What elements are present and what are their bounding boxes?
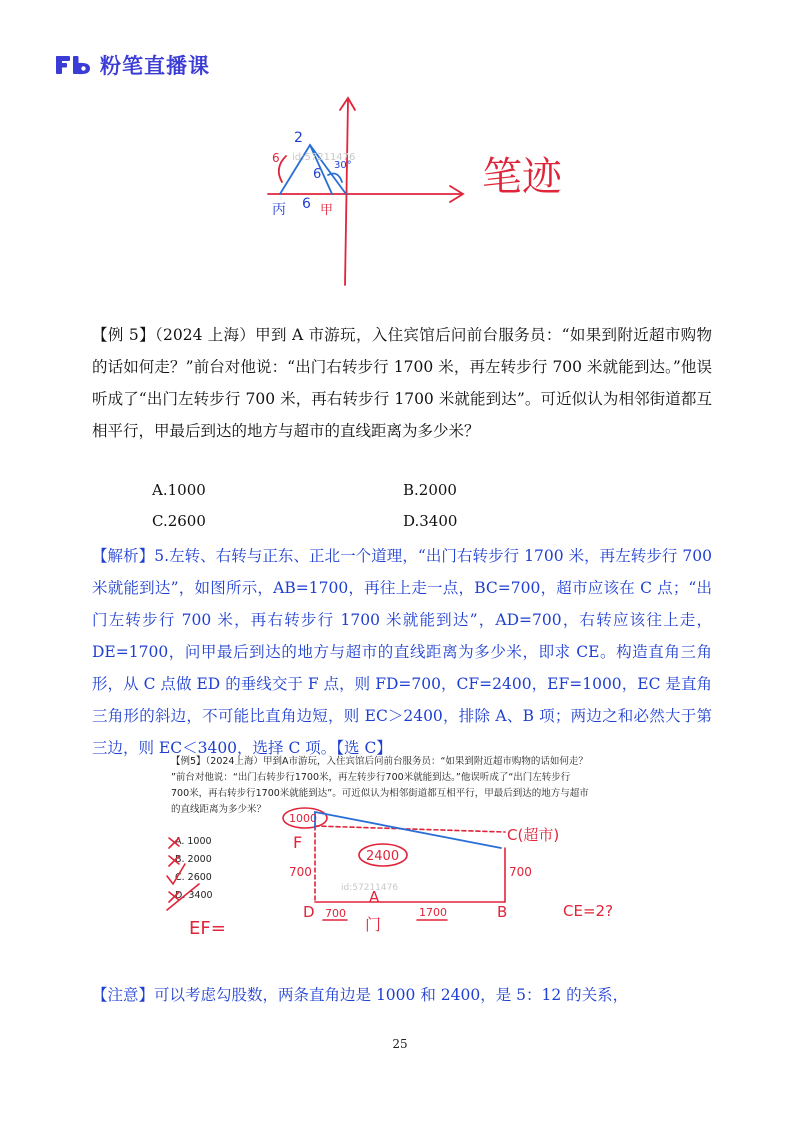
label-bottom-1700: 1700: [419, 906, 447, 919]
figure-watermark-2: id:57211476: [341, 883, 399, 893]
label-door: 门: [365, 915, 382, 934]
label-c-supermarket: C(超市): [507, 826, 560, 844]
option-b: B.2000: [403, 481, 457, 499]
label-d: D: [303, 903, 315, 921]
screenshot-option-d: D. 3400: [175, 890, 213, 901]
screenshot-option-a: A. 1000: [175, 836, 212, 847]
blue-line-ec: [315, 812, 501, 848]
brand-logo: [56, 50, 210, 80]
label-ce-note: CE=2?: [563, 902, 614, 920]
question-paragraph: [92, 319, 712, 447]
figure-watermark: id:57211476: [292, 152, 356, 163]
label-right-700: 700: [509, 865, 532, 879]
option-c: C.2600: [152, 512, 206, 530]
label-top-1000: 1000: [289, 812, 317, 825]
page-number: 25: [392, 1037, 408, 1051]
label-angle-small: 30°: [334, 160, 352, 171]
label-angle-top: 2: [294, 130, 303, 146]
label-left-scribble: EF=: [189, 918, 226, 939]
label-origin-jia: 甲: [320, 203, 334, 218]
label-bottom-six: 6: [302, 196, 311, 212]
bottom-annotated-figure: [165, 752, 660, 947]
screenshot-line-4: 的直线距离为多少米？: [171, 804, 267, 815]
analysis-tag: 【解析】: [92, 547, 155, 565]
label-angle-six: 6: [313, 167, 322, 182]
screenshot-option-b: B. 2000: [175, 854, 212, 865]
question-tag: 【例 5】: [92, 326, 155, 344]
label-a: A: [369, 888, 380, 906]
brand-name: 粉笔直播课: [100, 54, 210, 78]
analysis-text: 5.左转、右转与正东、正北一个道理，“出门右转步行 1700 米，再左转步行 700 米就能到达”，如图所示，AB=1700，再往上走一点，BC=700，超市应该在 C 点；“出门左转步行 700 米，再右转步行 1700 米就能到达”，AD=700，右转应该往上走，DE=1700，问甲最后到达的地方与超市的直线距离为多少米，即求 CE。构造直角三角形，从 C 点做 ED 的垂线交于 F 点，则 FD=700，CF=2400，EF=1000，EC 是直角三角形的斜边，不可能比直角边短，则 EC＞2400，排除 A、B 项；两边之和必然大于第三边，则 EC＜3400，选择 C 项。: [92, 547, 712, 757]
screenshot-line-3: 700米，再右转步行1700米就能到达”。可近似认为相邻街道都互相平行，甲最后到达的地方与超市: [171, 788, 589, 799]
screenshot-line-2: ”前台对他说：“出门右转步行1700米，再左转步行700米就能到达。”他误听成了“出门左转步行: [171, 772, 571, 783]
screenshot-option-c: C. 2600: [175, 872, 212, 883]
note-text: 可以考虑勾股数，两条直角边是 1000 和 2400，是 5：12 的关系，: [154, 986, 629, 1004]
note-paragraph: [92, 979, 712, 1011]
answer-tag: 【选 C】: [336, 739, 392, 757]
analysis-paragraph: [92, 540, 712, 764]
label-f: F: [293, 833, 303, 852]
label-b: B: [497, 903, 508, 921]
label-bottom-700: 700: [325, 907, 346, 920]
top-handwritten-figure: [250, 90, 580, 290]
option-d: D.3400: [403, 512, 458, 530]
note-tag: 【注意】: [92, 986, 155, 1004]
label-side-left: 6: [272, 151, 280, 165]
label-vertex-bing: 丙: [272, 202, 286, 218]
handwritten-word: 笔迹: [482, 154, 562, 200]
question-text: （2024 上海）甲到 A 市游玩，入住宾馆后问前台服务员：“如果到附近超市购物的话如何走？”前台对他说：“出门右转步行 1700 米，再左转步行 700 米就能到达。”他误听成了“出门左转步行 700 米，再右转步行 1700 米就能到达”。可近似认为相邻街道都互相平行，甲最后到达的地方与超市的直线距离为多少米？: [92, 326, 712, 440]
red-arc: [279, 156, 286, 182]
label-middle-2400: 2400: [366, 849, 400, 864]
label-left-700: 700: [289, 865, 312, 879]
option-a: A.1000: [152, 481, 206, 499]
fb-logo-icon: [56, 54, 92, 76]
screenshot-line-1: 【例5】（2024上海）甲到A市游玩，入住宾馆后问前台服务员：“如果到附近超市购物的话如何走？: [171, 756, 588, 767]
